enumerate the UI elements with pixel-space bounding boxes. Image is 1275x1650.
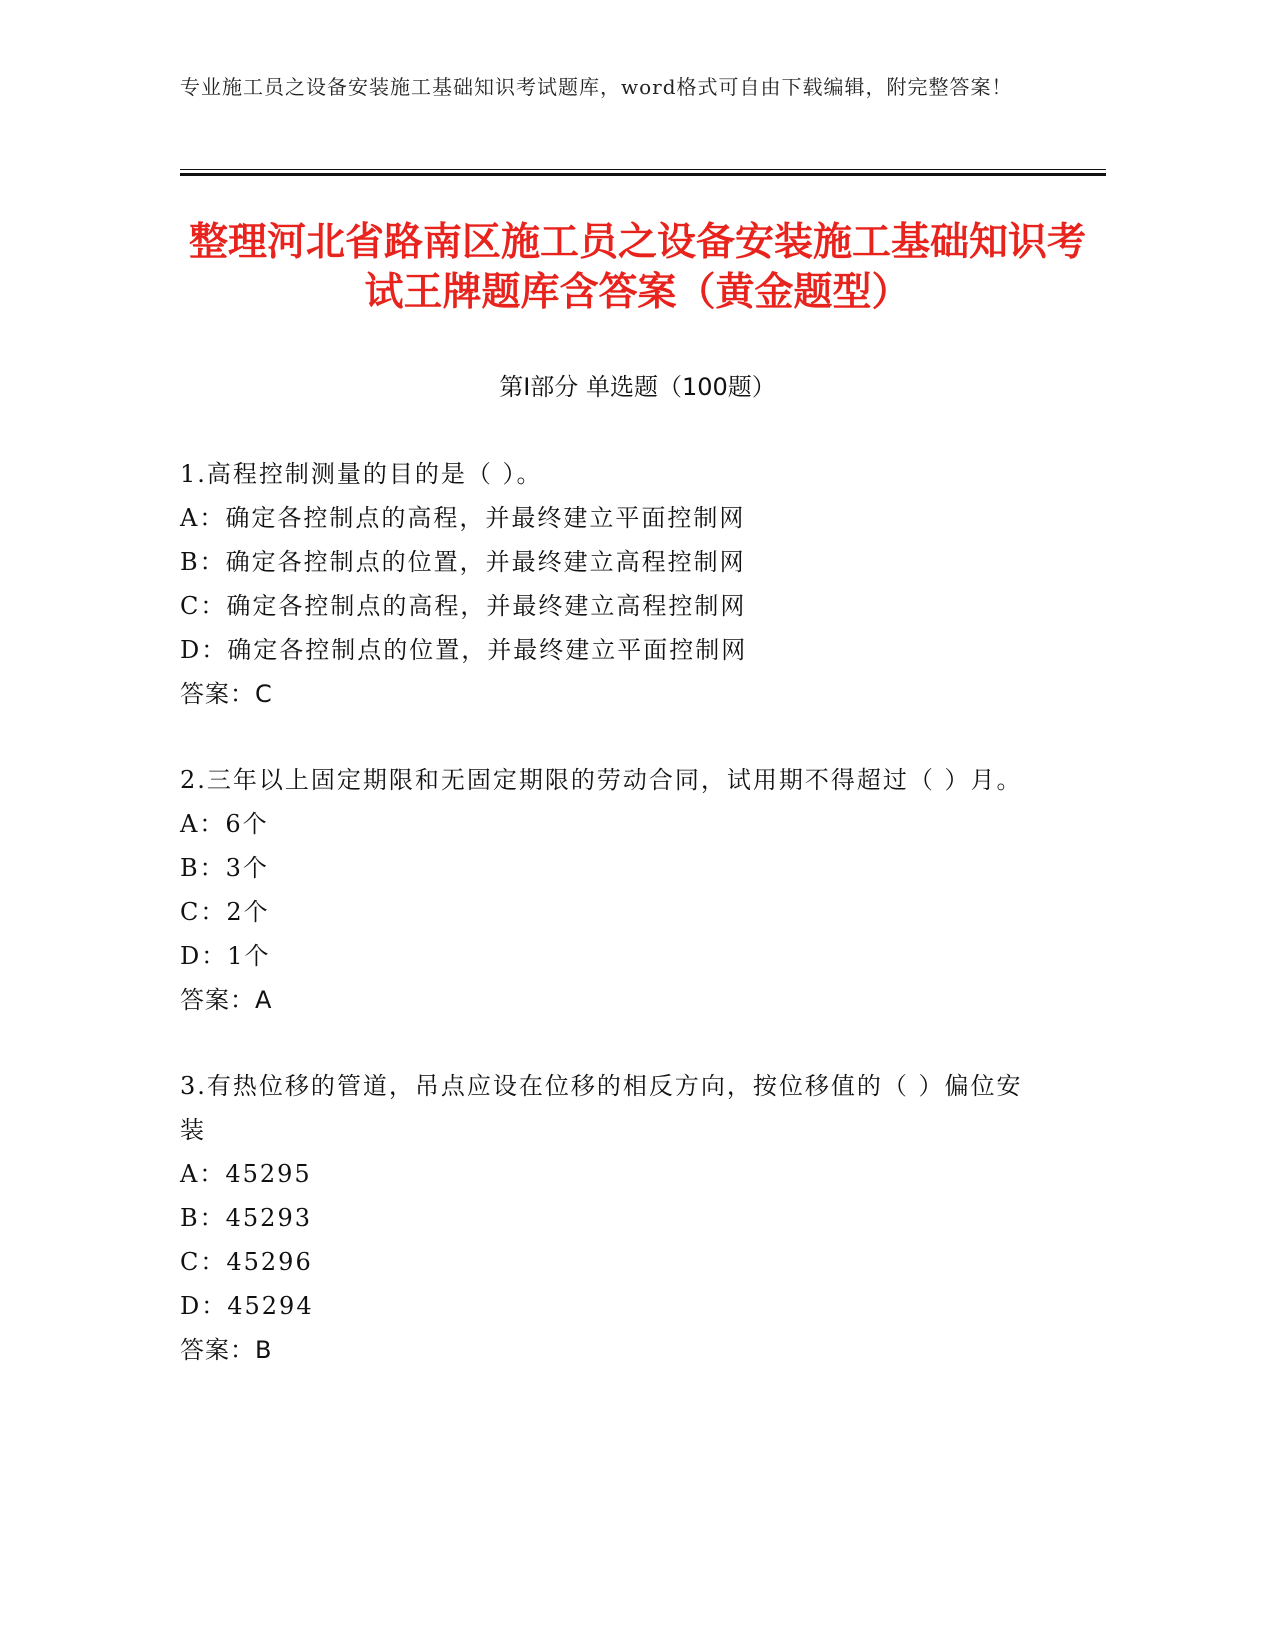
question-2 <box>180 758 1040 1022</box>
question-1 <box>180 452 1040 716</box>
option-a: A：45295 <box>180 1160 312 1188</box>
option-b: B：确定各控制点的位置，并最终建立高程控制网 <box>180 548 746 576</box>
question-stem: 2.三年以上固定期限和无固定期限的劳动合同，试用期不得超过（ ）月。 <box>180 766 1023 794</box>
option-a: A：6个 <box>180 810 269 838</box>
option-a: A：确定各控制点的高程，并最终建立平面控制网 <box>180 504 746 532</box>
option-d: D：确定各控制点的位置，并最终建立平面控制网 <box>180 636 748 664</box>
option-b: B：3个 <box>180 854 269 882</box>
answer-label: 答案：B <box>180 1336 273 1364</box>
question-stem: 1.高程控制测量的目的是（ ）。 <box>180 460 543 488</box>
option-b: B：45293 <box>180 1204 312 1232</box>
section-heading: 第Ⅰ部分 单选题（100题） <box>499 373 776 401</box>
document-title: 整理河北省路南区施工员之设备安装施工基础知识考试王牌题库含答案（黄金题型） <box>188 220 1086 315</box>
answer-label: 答案：A <box>180 986 273 1014</box>
answer-label: 答案：C <box>180 680 273 708</box>
question-stem: 3.有热位移的管道，吊点应设在位移的相反方向，按位移值的（ ）偏位安装 <box>180 1072 1023 1144</box>
header-divider-thin <box>180 169 1106 170</box>
header-divider-thick <box>180 173 1106 176</box>
header-note: 专业施工员之设备安装施工基础知识考试题库，word格式可自由下载编辑，附完整答案！ <box>180 75 1013 99</box>
option-c: C：45296 <box>180 1248 313 1276</box>
option-d: D：45294 <box>180 1292 314 1320</box>
question-list <box>180 452 1040 1414</box>
question-3 <box>180 1064 1040 1372</box>
option-c: C：2个 <box>180 898 270 926</box>
option-c: C：确定各控制点的高程，并最终建立高程控制网 <box>180 592 747 620</box>
option-d: D：1个 <box>180 942 271 970</box>
